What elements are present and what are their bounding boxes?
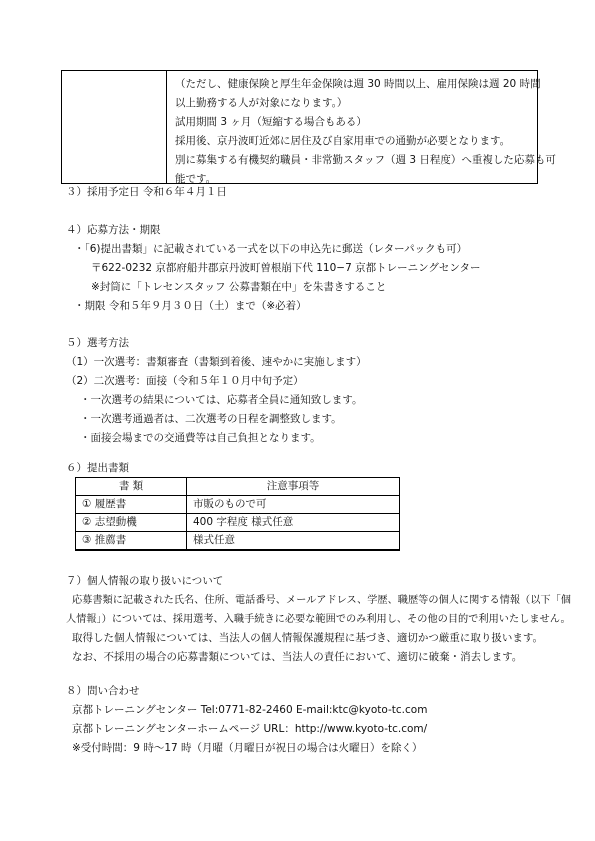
section-4-heading: ４）応募方法・期限 bbox=[66, 224, 161, 236]
conditions-table bbox=[61, 70, 556, 185]
conditions-cell bbox=[175, 75, 556, 189]
section-5-line: （2）二次選考：面接（令和５年１０月中旬予定） bbox=[66, 375, 304, 387]
document-name: ① 履歴書 bbox=[76, 496, 187, 514]
conditions-line: 別に募集する有機契約職員・非常勤スタッフ（週 3 日程度）へ重複した応募も可 bbox=[175, 154, 556, 166]
table-row bbox=[76, 496, 400, 514]
documents-table bbox=[75, 477, 400, 551]
section-5-line: ・面接会場までの交通費等は自己負担となります。 bbox=[80, 432, 321, 444]
conditions-line: 採用後、京丹波町近郊に居住及び自家用車での通勤が必要となります。 bbox=[175, 135, 511, 147]
conditions-line: 以上勤務する人が対象になります。） bbox=[175, 97, 348, 109]
table-divider bbox=[166, 71, 167, 183]
section-8-heading: ８）問い合わせ bbox=[66, 685, 140, 697]
section-4-address: 〒622-0232 京都府船井郡京丹波町曽根崩下代 110−7 京都トレーニングセンター bbox=[91, 262, 481, 274]
conditions-line: 能です。 bbox=[175, 173, 217, 185]
section-7-line: 人情報」）については、採用選考、入職手続きに必要な範囲でのみ利用し、その他の目的で利用いたしません。 bbox=[66, 614, 571, 625]
document-note: 市販のもので可 bbox=[187, 496, 400, 514]
hours-line: ※受付時間：9 時〜17 時（月曜（月曜日が祝日の場合は火曜日）を除く） bbox=[72, 742, 423, 754]
column-header: 注意事項等 bbox=[187, 478, 400, 496]
section-5-line: （1）一次選考：書類審査（書類到着後、速やかに実施します） bbox=[66, 356, 367, 368]
document-name: ② 志望動機 bbox=[76, 514, 187, 532]
website-line: 京都トレーニングセンターホームページ URL：http://www.kyoto-tc.com/ bbox=[72, 723, 428, 735]
table-row bbox=[76, 532, 400, 551]
section-6-heading: ６）提出書類 bbox=[66, 462, 129, 474]
document-name: ③ 推薦書 bbox=[76, 532, 187, 551]
section-7-line: 取得した個人情報については、当法人の個人情報保護規程に基づき、適切かつ厳重に取り扱います。 bbox=[72, 632, 544, 644]
document-note: 様式任意 bbox=[187, 532, 400, 551]
section-4-line: ・「6)提出書類」に記載されている一式を以下の申込先に郵送（レターパックも可） bbox=[74, 243, 468, 255]
section-4-note: ※封筒に「トレセンスタッフ 公募書類在中」を朱書きすること bbox=[91, 281, 387, 293]
section-5-line: ・一次選考の結果については、応募者全員に通知致します。 bbox=[80, 394, 363, 406]
section-3-hire-date: ３）採用予定日 令和６年４月１日 bbox=[66, 186, 227, 198]
conditions-line: （ただし、健康保険と厚生年金保険は週 30 時間以上、雇用保険は週 20 時間 bbox=[175, 78, 541, 90]
section-5-line: ・一次選考通過者は、二次選考の日程を調整致します。 bbox=[80, 413, 342, 425]
column-header: 書 類 bbox=[76, 478, 187, 496]
document-note: 400 字程度 様式任意 bbox=[187, 514, 400, 532]
section-4-deadline: ・期限 令和５年９月３０日（土）まで（※必着） bbox=[74, 300, 307, 312]
section-7-line: なお、不採用の場合の応募書類については、当法人の責任において、適切に破棄・消去します。 bbox=[72, 651, 523, 663]
section-7-heading: ７）個人情報の取り扱いについて bbox=[66, 575, 224, 587]
conditions-line: 試用期間 3 ヶ月（短縮する場合もある） bbox=[175, 116, 367, 128]
contact-line: 京都トレーニングセンター Tel:0771-82-2460 E-mail:ktc@kyoto-tc.com bbox=[72, 704, 428, 716]
table-row bbox=[76, 514, 400, 532]
section-5-heading: ５）選考方法 bbox=[66, 337, 129, 349]
section-7-line: 応募書類に記載された氏名、住所、電話番号、メールアドレス、学歴、職歴等の個人に関する情報（以下「個 bbox=[72, 595, 571, 606]
table-header-row bbox=[76, 478, 400, 496]
